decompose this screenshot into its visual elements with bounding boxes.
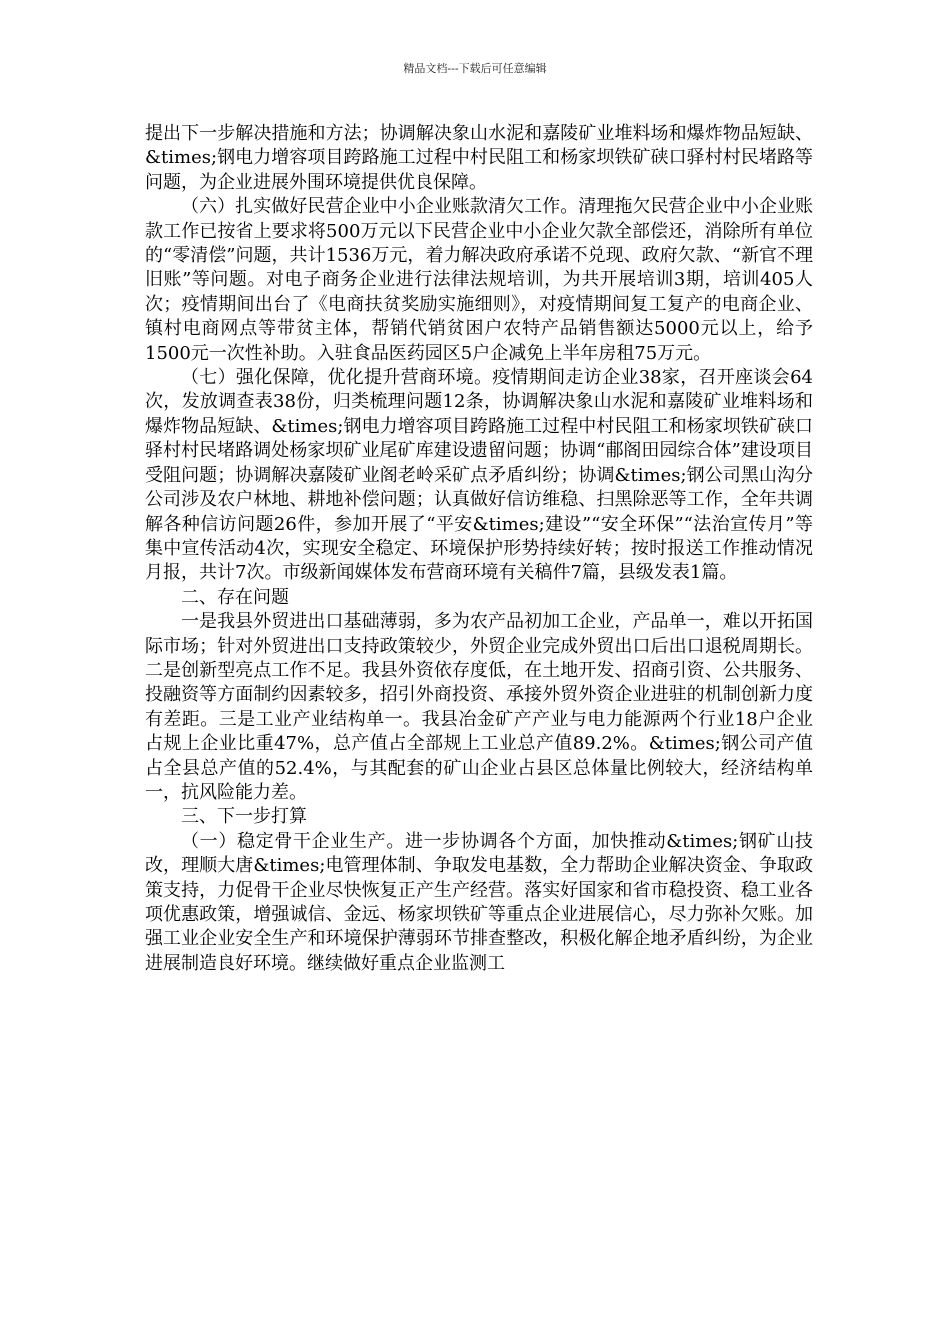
document-body [145, 122, 813, 976]
paragraph-problems: 一是我县外贸进出口基础薄弱，多为农产品初加工企业，产品单一，难以开拓国际市场；针对外贸进出口支持政策较少，外贸企业完成外贸出口后出口退税周期长。二是创新型亮点工作不足。我县外资依存度低，在土地开发、招商引资、公共服务、投融资等方面制约因素较多，招引外商投资、承接外贸外资企业进驻的机制创新力度有差距。三是工业产业结构单一。我县冶金矿产产业与电力能源两个行业18户企业占规上企业比重47%，总产值占全部规上工业总产值89.2%。&times;钢公司产值占全县总产值的52.4%，与其配套的矿山企业占县区总体量比例较大，经济结构单一，抗风险能力差。 [145, 611, 813, 803]
page-header: 精品文档---下载后可任意编辑 [403, 62, 547, 75]
paragraph-section-7: （七）强化保障，优化提升营商环境。疫情期间走访企业38家，召开座谈会64次，发放调查表38份，归类梳理问题12条，协调解决象山水泥和嘉陵矿业堆料场和爆炸物品短缺、&times;钢电力增容项目跨路施工过程中村民阻工和杨家坝铁矿硖口驿村村民堵路调处杨家坝矿业尾矿库建设遗留问题；协调“郙阁田园综合体”建设项目受阻问题；协调解决嘉陵矿业阁老岭采矿点矛盾纠纷；协调&times;钢公司黑山沟分公司涉及农户林地、耕地补偿问题；认真做好信访维稳、扫黑除恶等工作，全年共调解各种信访问题26件，参加开展了“平安&times;建设”“安全环保”“法治宣传月”等集中宣传活动4次，实现安全稳定、环境保护形势持续好转；按时报送工作推动情况月报，共计7次。市级新闻媒体发布营商环境有关稿件7篇，县级发表1篇。 [145, 367, 813, 584]
heading-existing-problems: 二、存在问题 [181, 586, 289, 608]
paragraph-next-steps-1: （一）稳定骨干企业生产。进一步协调各个方面，加快推动&times;钢矿山技改，理顺大唐&times;电管理体制、争取发电基数，全力帮助企业解决资金、争取政策支持，力促骨干企业尽快恢复正产生产经营。落实好国家和省市稳投资、稳工业各项优惠政策，增强诚信、金远、杨家坝铁矿等重点企业进展信心，尽力弥补欠账。加强工业企业安全生产和环境保护薄弱环节排查整改，积极化解企地矛盾纠纷，为企业进展制造良好环境。继续做好重点企业监测工 [145, 830, 813, 974]
paragraph-continuation: 提出下一步解决措施和方法；协调解决象山水泥和嘉陵矿业堆料场和爆炸物品短缺、&times;钢电力增容项目跨路施工过程中村民阻工和杨家坝铁矿硖口驿村村民堵路等问题，为企业进展外围环境提供优良保障。 [145, 123, 813, 193]
paragraph-section-6: （六）扎实做好民营企业中小企业账款清欠工作。清理拖欠民营企业中小企业账款工作已按省上要求将500万元以下民营企业中小企业欠款全部偿还，消除所有单位的“零清偿”问题，共计1536万元，着力解决政府承诺不兑现、政府欠款、“新官不理旧账”等问题。对电子商务企业进行法律法规培训，为共开展培训3期，培训405人次；疫情期间出台了《电商扶贫奖励实施细则》，对疫情期间复工复产的电商企业、镇村电商网点等带贫主体，帮销代销贫困户农特产品销售额达5000元以上，给予1500元一次性补助。入驻食品医药园区5户企减免上半年房租75万元。 [145, 196, 813, 364]
heading-next-steps: 三、下一步打算 [181, 806, 307, 828]
